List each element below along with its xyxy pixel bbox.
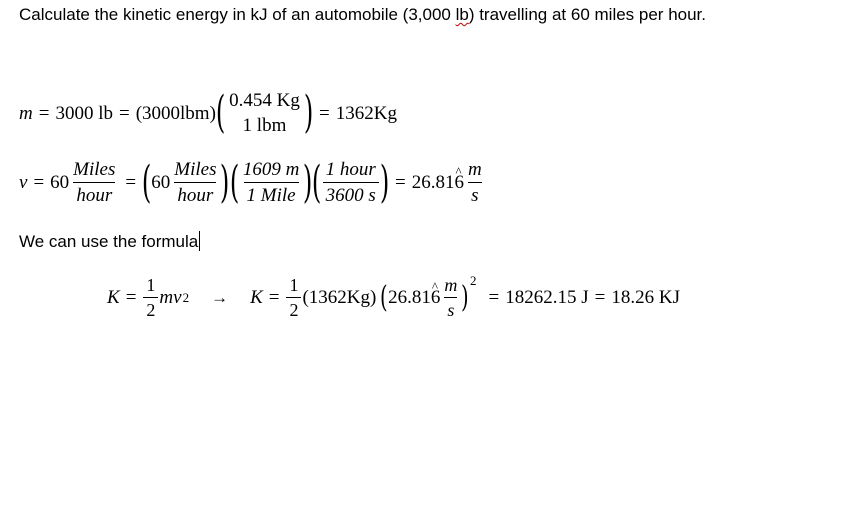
fraction-numerator: Miles: [174, 159, 217, 180]
equals-sign: =: [125, 287, 137, 309]
text-cursor: [199, 231, 200, 251]
velocity-unit-fraction-2: [171, 160, 219, 206]
ke-symbol-2: K: [250, 287, 263, 309]
left-paren: (: [141, 156, 152, 208]
result-kilojoules: 18.26 KJ: [611, 287, 681, 309]
equals-sign: =: [118, 102, 130, 124]
fraction-numerator: m: [467, 159, 482, 180]
fraction-denominator: 2: [286, 297, 301, 320]
left-paren: (: [229, 156, 239, 208]
mv-term: mv: [159, 287, 182, 309]
velocity-result: 26.816 ^: [412, 173, 464, 192]
right-paren: ): [303, 87, 314, 139]
kinetic-energy-equation: [107, 273, 681, 320]
result-joules: 18262.15 J: [505, 287, 589, 309]
half-fraction-2: [286, 276, 301, 320]
fraction-denominator: 2: [143, 297, 158, 320]
equals-sign: =: [594, 287, 606, 309]
right-paren: ): [461, 279, 469, 315]
fraction-numerator: Miles: [73, 159, 116, 180]
velocity-result-unit: [465, 160, 485, 206]
mass-symbol: m: [19, 102, 33, 124]
velocity-term: 26.816 ^: [388, 288, 440, 307]
fraction-denominator: hour: [73, 182, 115, 206]
velocity-unit-fraction: [441, 276, 460, 320]
mass-factor: (3000lbm): [135, 102, 216, 124]
right-paren: ): [220, 156, 230, 208]
question-prefix: Calculate the kinetic energy in kJ of an automobile (3,000: [19, 5, 456, 24]
repeating-digit: 6 ^: [454, 173, 464, 192]
left-paren: (: [312, 156, 322, 208]
equals-sign: =: [488, 287, 500, 309]
right-paren: ): [379, 156, 390, 208]
mile-conversion-fraction: [240, 160, 302, 206]
fraction-denominator: s: [444, 297, 457, 320]
hour-conversion-fraction: [323, 160, 379, 206]
velocity-coefficient: 60: [50, 172, 70, 194]
left-paren: (: [380, 279, 389, 315]
velocity-equation: [19, 156, 486, 208]
equals-sign: =: [319, 102, 330, 124]
right-paren: ): [303, 156, 313, 208]
fraction-denominator: 1 Mile: [244, 182, 299, 206]
fraction-numerator: 1 hour: [325, 159, 376, 180]
arrow-icon: →: [211, 288, 229, 308]
repeating-digit: 6 ^: [431, 288, 441, 307]
exponent: 2: [470, 273, 477, 288]
equals-sign: =: [33, 172, 45, 194]
velocity-coefficient-2: 60: [151, 172, 171, 194]
spellcheck-word-lb[interactable]: lb: [455, 5, 469, 24]
equals-sign: =: [38, 102, 50, 124]
mass-given: 3000 lb: [55, 102, 113, 124]
question-suffix: ) travelling at 60 miles per hour.: [468, 5, 706, 24]
question-text: [19, 5, 706, 25]
fraction-numerator: 0.454 Kg: [229, 90, 300, 111]
left-paren: (: [215, 87, 226, 139]
mass-equation: [19, 87, 397, 139]
fraction-numerator: 1: [146, 275, 156, 295]
ke-symbol: K: [107, 287, 120, 309]
fraction-numerator: 1609 m: [242, 159, 300, 180]
velocity-symbol: v: [19, 172, 28, 194]
fraction-numerator: m: [444, 275, 458, 295]
exponent: 2: [182, 290, 190, 306]
mass-conversion-fraction: [226, 91, 303, 136]
mass-result: 1362Kg: [335, 102, 397, 124]
fraction-numerator: 1: [289, 275, 299, 295]
equals-sign: =: [125, 172, 137, 194]
equals-sign: =: [268, 287, 280, 309]
half-fraction: [143, 276, 158, 320]
equals-sign: =: [394, 172, 406, 194]
fraction-denominator: hour: [174, 182, 216, 206]
formula-text[interactable]: We can use the formula: [19, 232, 199, 251]
fraction-denominator: 1 lbm: [242, 114, 287, 136]
velocity-unit-fraction: [70, 160, 118, 206]
mass-term: (1362Kg): [302, 287, 377, 309]
fraction-denominator: s: [468, 182, 481, 206]
fraction-denominator: 3600 s: [323, 182, 379, 206]
